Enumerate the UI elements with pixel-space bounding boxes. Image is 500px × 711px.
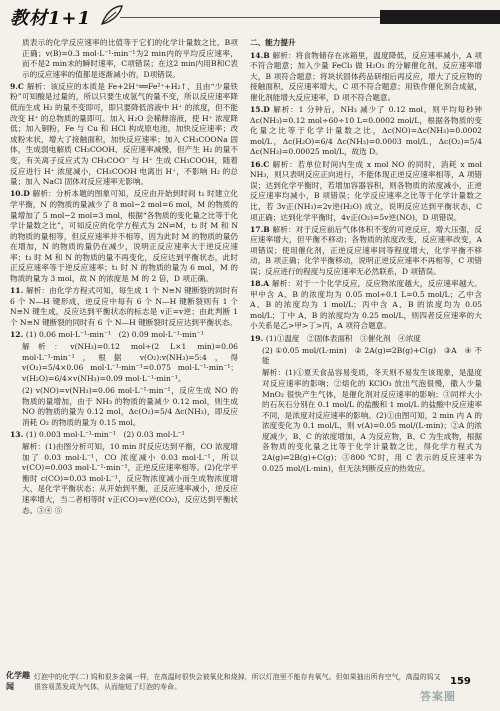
answer-item [10, 430, 238, 441]
answer-item [10, 286, 238, 328]
leaf-icon [100, 4, 124, 26]
answer-text: 解析：对于一个化学反应，反应物浓度越大，反应速率越大。甲中含 A、B 的浓度均为 0.05 mol÷0.1 L=0.5 mol/L；乙中含 A、B 的浓度均为 1 mol/L；丙中含 A、B 的浓度均为 0.05 mol/L；丁中 A、B 的浓度均为 0.25 mol/L，则四者反应速率的大小关系是乙>甲>丁>丙，A 项符合题意。 [250, 279, 482, 331]
answer-text: 解析：分析本题的图象可知，反应由开始到时间 t₁ 时建立化学平衡，N 的物质的量减少了 8 mol−2 mol=6 mol，M 的物质的量增加了 5 mol−2 mol=3 mol，根据“各物质的变化量之比等于化学计量数之比”，可知反应的化学方程式为 2N⇌M，t₂ 时 M 和 N 的物质的量相等，但反应速率并不相等，因为此时 M 的物质的量仍在增加，N 的物质的量仍在减少，说明正反应速率大于逆反应速率；t₃ 时 M 和 N 的物质的量不再变化，反应达到平衡状态，此时正反应速率等于逆反应速率；t₁ 时 N 的物质的量为 6 mol，M 的物质的量为 3 mol，故 N 的浓度是 M 的 2 倍，D 项正确。 [10, 189, 238, 284]
answer-text: 解析：该反应的本质是 Fe+2H⁺══Fe²⁺+H₂↑，且由“少量铁粉”可知酸是过量的，所以只要生成氢气的量不变，所以反应速率降低而生成 H₂ 的量不变即可，即只要降低溶液中 H⁺ 的浓度，但不能改变 H⁺ 的总物质的量即可。加入 H₂O 会稀释溶液，使 H⁺ 浓度降低；加入铜粉，Fe 与 Cu 和 HCl 构成原电池，加快反应速率；改成粉末状，增大了接触面积，加快反应速率；加入 CH₃COONa 固体，生成弱电解质 CH₃COOH，反应速率减慢，但产生 H₂ 的量不变，有关离子反应式为 CH₃COO⁻ 与 H⁺ 生成 CH₃COOH，随着反应进行 H⁺ 浓度减小，CH₃COOH 电离出 H⁺，不影响 H₂ 的总量；加入 NaCl 固体对反应速率无影响。 [10, 81, 238, 187]
answer-paragraph: (2) v(NO)=v(NH₃)=0.06 mol·L⁻¹·min⁻¹，反应生成 NO 的物质的量增加，由于 NH₃ 的物质的量减少 0.12 mol，则生成 NO 的物质的量为 0.12 mol，Δc(O₂)=5/4 Δc(NH₃)，即反应消耗 O₂ 的物质的量为 0.15 mol。 [22, 386, 238, 427]
right-column [250, 38, 482, 663]
answer-number: 15.D [250, 105, 274, 115]
watermark: 答案圈 [420, 690, 456, 703]
answer-item [250, 160, 482, 224]
answer-item [250, 334, 482, 345]
answer-item [250, 279, 482, 332]
answer-number: 17.B [250, 224, 273, 234]
answer-item [10, 82, 238, 188]
answer-text: (1) 0.003 mol·L⁻¹·min⁻¹ (2) 0.03 mol·L⁻¹ [25, 429, 185, 439]
answer-paragraph: 解析：(1)由图分析可知，10 min 时反应达到平衡，CO 浓度增加了 0.03 mol·L⁻¹，CO 浓度减小 0.03 mol·L⁻¹，所以 v(CO)=0.003 mol·L⁻¹·min⁻¹，正逆反应速率相等。(2)化学平衡时 c(CO)=0.03 mol·L⁻¹，反应物浓度减小而生成物浓度增大，是化学平衡状态；从开始到平衡，正反应速率减小，逆反应速率增大，当二者相等时 v正(CO)=v逆(CO₂)，反应达到平衡状态。③④ ⑤ [22, 441, 238, 515]
answer-number: 14.B [250, 50, 273, 60]
answer-text: (1)①温度 ②固体表面积 ③催化剂 ④浓度 [265, 333, 421, 343]
header-rule [120, 17, 380, 18]
answer-number: 13. [10, 429, 26, 439]
answer-paragraph: 解析：v(NH₃)=0.12 mol÷(2 L×1 min)=0.06 mol·L⁻¹·min⁻¹，根据 v(O₂):v(NH₃)=5:4，得 v(O₂)=5/4×0.06 mol·L⁻¹·min⁻¹=0.075 mol·L⁻¹·min⁻¹；v(H₂O)=6/4×v(NH₃)=0.09 mol·L⁻¹·min⁻¹。 [22, 342, 238, 383]
answer-text: 解析：由化学方程式可知，每生成 1 个 N≡N 键断裂的同时有 6 个 N—H 键形成，逆反应中每有 6 个 N—H 键断裂则有 1 个 N≡N 键生成，反应达到平衡状态的标志是 v正=v逆；由此判断 1 个 N≡N 键断裂的同时有 6 个 N—H 键断裂时反应达到平衡状态。 [10, 286, 238, 327]
answer-number: 19. [250, 333, 266, 343]
answer-text: 解析：1 分钟后，NH₃ 减少了 0.12 mol，则平均每秒钟 Δc(NH₃)=0.12 mol÷60÷10 L=0.0002 mol/L，根据各物质的变化量之比等于化学计量数之比，Δc(NO)=Δc(NH₃)=0.0002 mol/L，Δc(H₂O)=6/4 Δc(NH₃)=0.0003 mol/L，Δc(O₂)=5/4 Δc(NH₃)=0.00025 mol/L，故选 D。 [250, 105, 482, 157]
answer-paragraph: 解析：(1)①夏天食品容易变质，冬天则不易发生该现象，是温度对反应速率的影响；②熔化的 KClO₃ 放出气泡很慢，撒入少量 MnO₂ 很快产生气体，是催化剂对反应速率的影响；③同样大小的石灰石分别在 0.1 mol/L 的盐酸和 1 mol/L 的盐酸中反应速率不同，是浓度对反应速率的影响。(2)①由图可知，2 min 内 A 的浓度变化为 0.1 mol/L，则 v(A)=0.05 mol/(L·min)；②A 的浓度减少，B、C 的浓度增加，A 为反应物，B、C 为生成物，根据各物质的变化量之比等于化学计量数之比，得化学方程式为 2A(g)⇌2B(g)+C(g)；③800 ℃时，用 C 表示的反应速率为 0.025 mol/(L·min)，但无法判断反应的热效应。 [262, 368, 482, 473]
answer-text: 解析：对于反应前后气体体积不变的可逆反应，增大压强，反应速率增大，但平衡不移动；各物质的浓度改变，反应速率改变，A 项错误；使用催化剂，正逆反应速率同等程度增大，化学平衡不移动，B 项正确；化学平衡移动，说明正逆反应速率不再相等，C 项错误；反应进行的程度与反应速率无必然联系，D 项错误。 [250, 224, 482, 276]
answer-text: 解析：将食物储存在冰箱里，温度降低，反应速率减小，A 项不符合题意；加入少量 FeCl₃ 做 H₂O₂ 的分解催化剂，反应速率增大，B 项符合题意；将块状固体药品研细后再反应，增大了反应物的接触面积，反应速率增大，C 项不符合题意；用铁作催化剂合成氨，催化剂能增大反应速率，D 项不符合题意。 [250, 50, 482, 102]
answer-text: 解析：若单位时间内生成 x mol NO 的同时，消耗 x mol NH₃，则只表明反应正向进行，不能体现正逆反应速率相等，A 项错误；达到化学平衡时，若增加容器容积，则各物质的浓度减小，正逆反应速率均减小，B 项错误；化学反应速率之比等于化学计量数之比，若 3v正(NH₃)=2v逆(H₂O) 成立，说明反应达到平衡状态，C 项正确；达到化学平衡时，4v正(O₂)=5v逆(NO)，D 项错误。 [250, 159, 482, 222]
section-heading: 二、能力提升 [250, 38, 296, 47]
page-number: 159 [450, 676, 471, 687]
chem-fun-logo: 化学趣闻 [6, 671, 30, 691]
answer-item [250, 225, 482, 278]
answer-number: 9.C [10, 81, 27, 91]
page-header [0, 0, 500, 32]
left-column [10, 38, 238, 663]
answer-number: 16.C [250, 159, 273, 169]
page-footer [0, 668, 500, 711]
answer-number: 12. [10, 330, 26, 340]
answer-paragraph: (2) ①0.05 mol/(L·min) ② 2A(g)⇌2B(g)+C(g) ③A ④ 不能 [262, 345, 482, 366]
brand-title: 教材1+1 [10, 8, 92, 29]
answer-number: 10.D [10, 189, 33, 199]
answer-number: 18.A [250, 279, 272, 289]
answer-item [10, 330, 238, 341]
answer-item [250, 105, 482, 158]
answer-text: (1) 0.06 mol·L⁻¹·min⁻¹ (2) 0.09 mol·L⁻¹·min⁻¹ [25, 330, 204, 340]
answer-number: 11. [10, 286, 26, 296]
answer-item [10, 189, 238, 284]
answer-paragraph: 质表示的化学反应速率的比值等于它们的化学计量数之比，B项正确；v(B)=0.3 mol·L⁻¹·min⁻¹为2 min内的平均反应速率，而不是2 min末的瞬时速率，C项错误；在这2 min内用B和C表示的反应速率的值都是逐渐减小的，D项错误。 [22, 38, 238, 79]
footer-tip: 灯泡中的化学(二) 钨和很多金属一样，在高温时很快会被氧化和烧掉，所以灯泡里不能存有氧气。但如果抽出所有空气，高温的钨又很容易蒸发成为气体，从而缩短了灯泡的寿命。 [34, 673, 441, 691]
header-bar [380, 10, 500, 24]
answer-item [250, 51, 482, 104]
